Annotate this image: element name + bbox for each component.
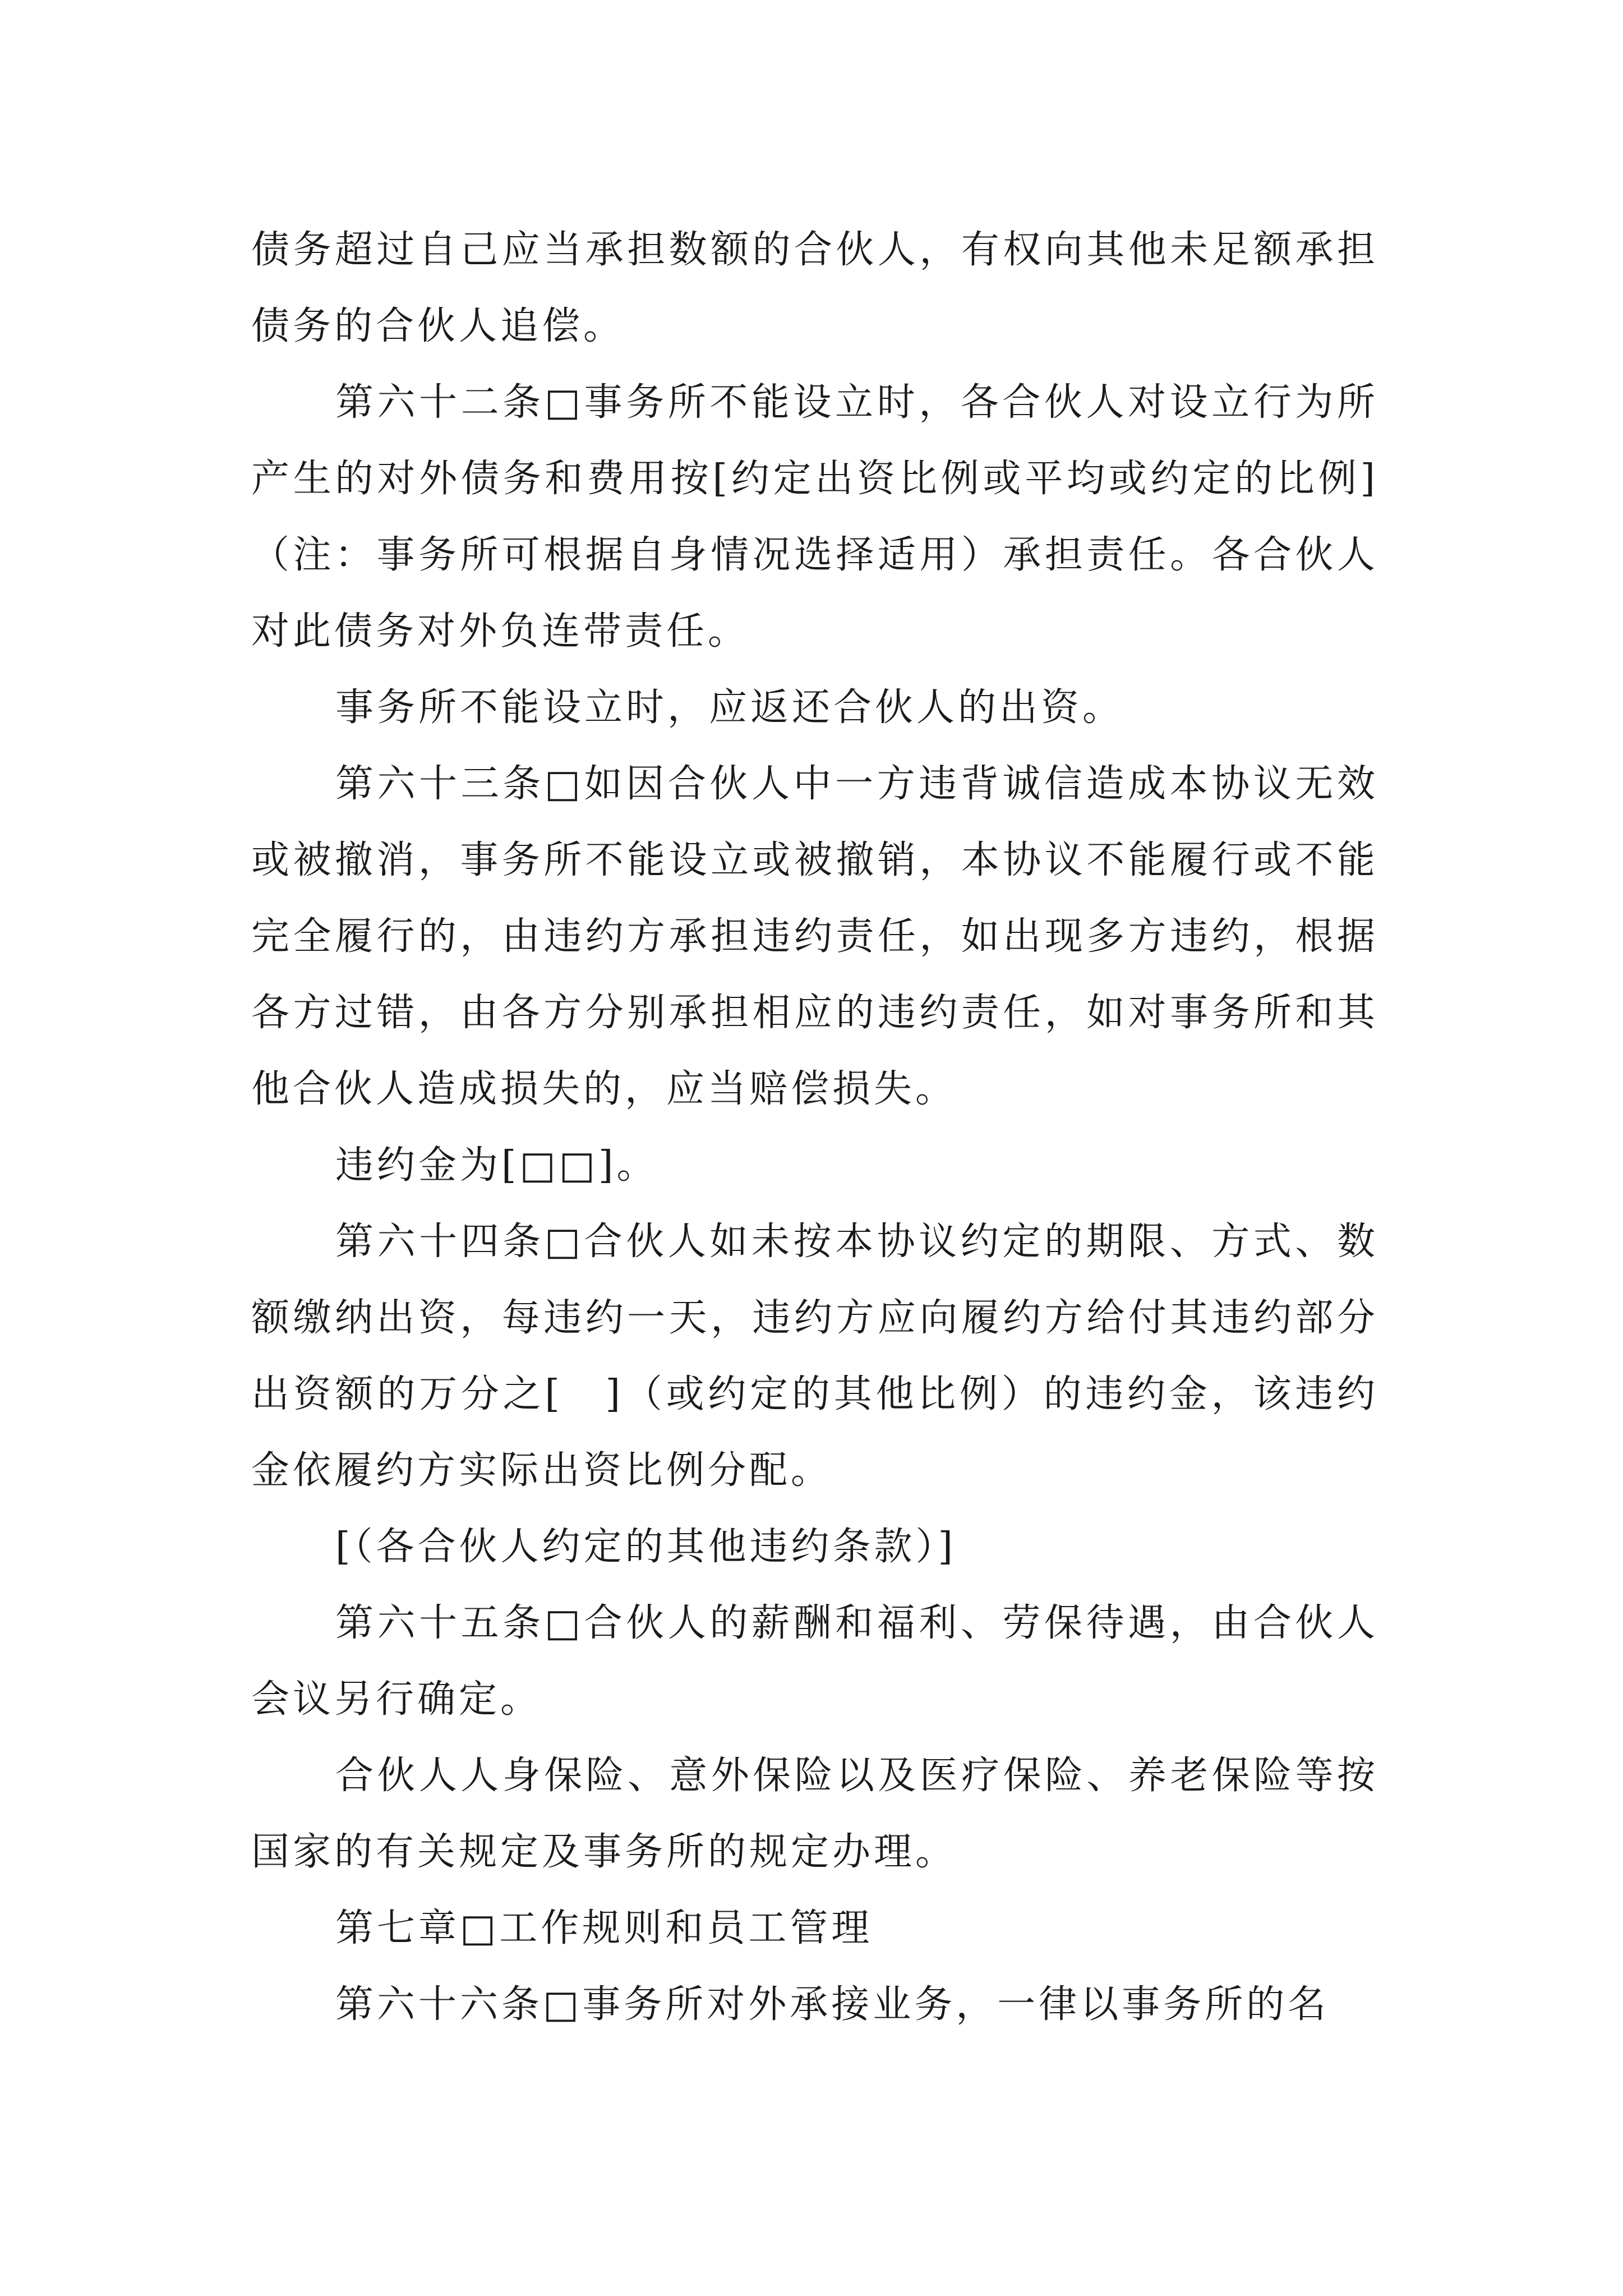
paragraph-article-63: 第六十三条□如因合伙人中一方违背诚信造成本协议无效或被撤消，事务所不能设立或被撤销，本协议不能履行或不能完全履行的，由违约方承担违约责任，如出现多方违约，根据各方过错，由各方分别承担相应的违约责任，如对事务所和其他合伙人造成损失的，应当赔偿损失。 [251, 762, 1378, 1111]
paragraph-article-62: 第六十二条□事务所不能设立时，各合伙人对设立行为所产生的对外债务和费用按[约定出资比例或平均或约定的比例]（注：事务所可根据自身情况选择适用）承担责任。各合伙人对此债务对外负连带责任。 [251, 380, 1378, 654]
chapter-heading-7: 第七章□工作规则和员工管理 [335, 1906, 873, 1950]
paragraph-article-66: 第六十六条□事务所对外承接业务，一律以事务所的名 [335, 1982, 1330, 2027]
paragraph-article-64: 第六十四条□合伙人如未按本协议约定的期限、方式、数额缴纳出资，每违约一天，违约方应向履约方给付其违约部分出资额的万分之[ ]（或约定的其他比例）的违约金，该违约金依履约方实际出资比例分配。 [251, 1220, 1378, 1493]
paragraph-return-capital: 事务所不能设立时，应返还合伙人的出资。 [335, 685, 1124, 730]
paragraph-other-breach-terms: [（各合伙人约定的其他违约条款）] [335, 1525, 957, 1569]
paragraph-penalty-amount: 违约金为[□□]。 [335, 1143, 658, 1188]
paragraph-article-65: 第六十五条□合伙人的薪酬和福利、劳保待遇，由合伙人会议另行确定。 [251, 1601, 1378, 1722]
document-body [251, 212, 1378, 2043]
paragraph-debt-recourse: 债务超过自己应当承担数额的合伙人，有权向其他未足额承担债务的合伙人追偿。 [251, 228, 1378, 348]
paragraph-insurance: 合伙人人身保险、意外保险以及医疗保险、养老保险等按国家的有关规定及事务所的规定办理。 [251, 1754, 1378, 1874]
